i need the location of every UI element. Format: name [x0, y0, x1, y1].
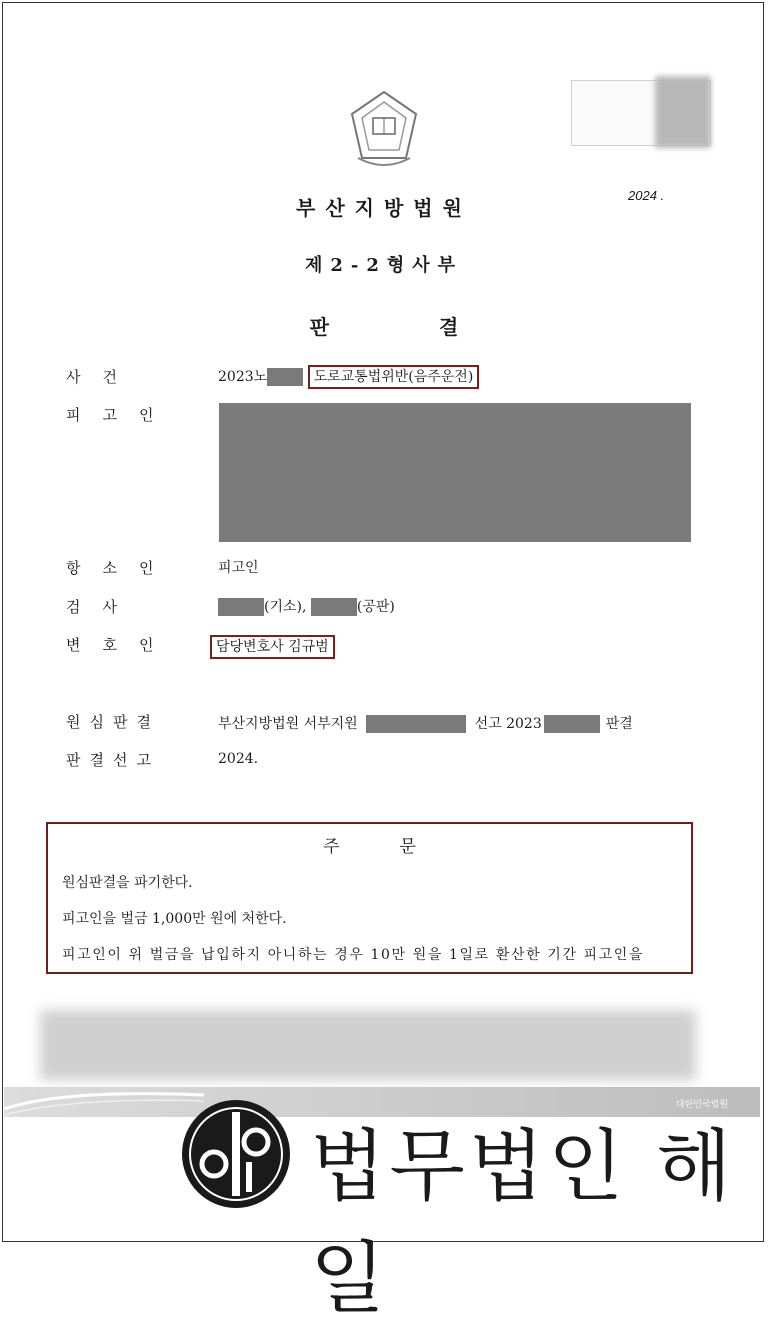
case-row	[218, 366, 479, 386]
case-number: 2023노	[218, 369, 268, 385]
case-label: 사건	[66, 368, 139, 386]
sentence-date-value: 2024.	[218, 751, 259, 767]
original-judgment-row	[218, 713, 633, 733]
prosecutor-row	[218, 596, 395, 616]
sentence-date-label: 판결선고	[66, 751, 160, 769]
counsel-row	[210, 636, 335, 656]
court-emblem-icon	[348, 88, 420, 168]
prosecutor-label: 검사	[66, 598, 139, 616]
redacted-prosecutor-1	[218, 598, 264, 616]
redacted-case-number	[267, 368, 303, 386]
original-court: 부산지방법원 서부지원	[218, 716, 358, 732]
prosecutor-part2: (공판)	[356, 599, 395, 615]
appellant-value: 피고인	[218, 560, 259, 576]
firm-name: 법무법인 해일	[310, 1122, 736, 1324]
redacted-stamp	[655, 76, 711, 148]
order-title: 주문	[323, 837, 476, 857]
swoosh-icon	[4, 1087, 204, 1117]
blurred-text-block	[40, 1010, 696, 1080]
firm-logo-icon	[180, 1098, 292, 1210]
appellant-label: 항소인	[66, 559, 176, 577]
case-name: 도로교통법위반(음주운전)	[308, 365, 480, 389]
original-mid: 선고 2023	[474, 716, 542, 732]
original-judgment-label: 원심판결	[66, 713, 160, 731]
court-name: 부산지방법원	[296, 196, 472, 220]
redacted-original-number	[544, 715, 600, 733]
original-end: 판결	[605, 716, 633, 732]
prosecutor-part1: (기소),	[264, 599, 307, 615]
document-title: 판결	[309, 315, 569, 339]
redacted-original-date	[366, 715, 466, 733]
redacted-defendant-info	[219, 403, 691, 542]
defendant-label: 피고인	[66, 406, 176, 424]
counsel-label: 변호인	[66, 636, 176, 654]
redacted-prosecutor-2	[311, 598, 357, 616]
order-line-2: 피고인을 벌금 1,000만 원에 처한다.	[62, 911, 287, 927]
court-mark: 대한민국법원	[675, 1099, 728, 1109]
counsel-value: 담당변호사 김규범	[210, 635, 335, 659]
top-date: 2024 .	[628, 188, 665, 203]
order-line-3: 피고인이 위 벌금을 납입하지 아니하는 경우 10만 원을 1일로 환산한 기간 피고인을	[62, 947, 645, 963]
order-line-1: 원심판결을 파기한다.	[62, 875, 193, 891]
order-box	[46, 822, 693, 974]
division-name: 제2-2형사부	[304, 255, 464, 276]
